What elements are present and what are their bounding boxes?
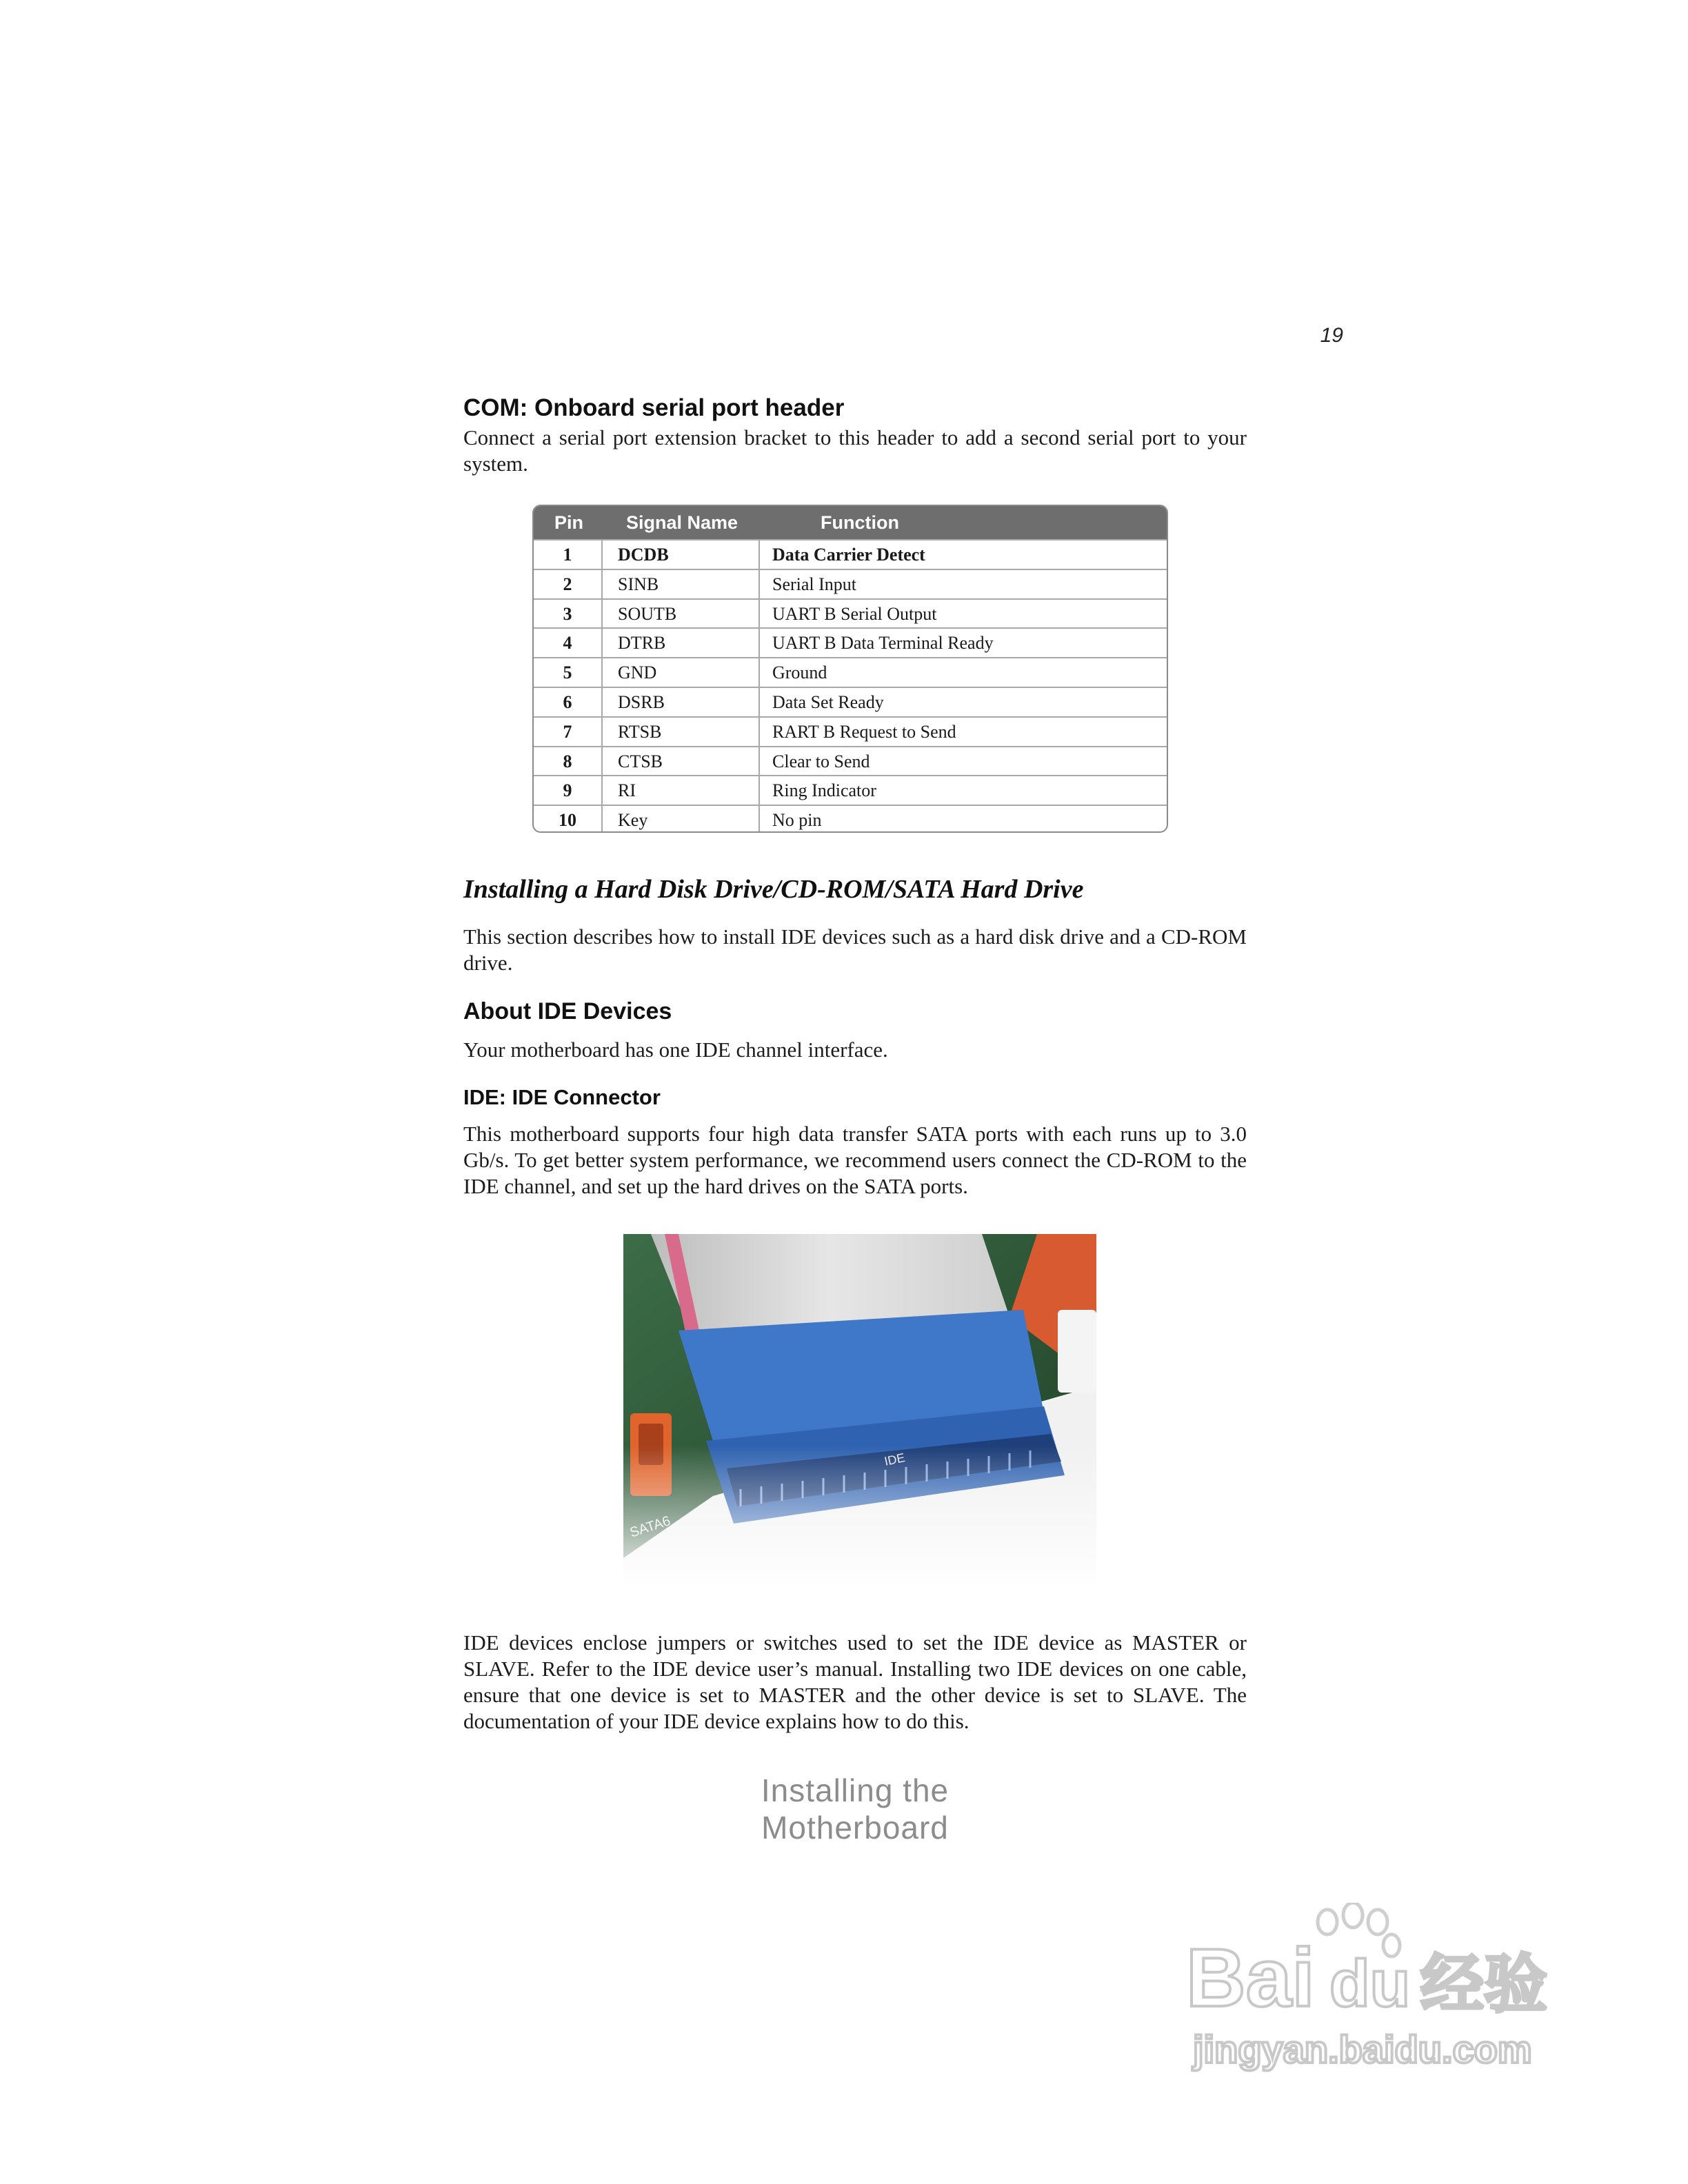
watermark-brand-du: du (1329, 1947, 1411, 2021)
install-paragraph: This section describes how to install IDE devices such as a hard disk drive and a CD-ROM drive. (463, 924, 1247, 975)
ide-connector-heading: IDE: IDE Connector (463, 1085, 661, 1109)
footer-title: Installing the Motherboard (761, 1772, 950, 1846)
function-cell: UART B Serial Output (772, 603, 937, 624)
table-row (534, 657, 1167, 687)
function-cell: Data Carrier Detect (772, 545, 925, 565)
com-heading: COM: Onboard serial port header (463, 394, 845, 421)
table-row (534, 569, 1167, 598)
signal-cell: DSRB (618, 691, 665, 712)
table-row (534, 598, 1167, 628)
pin-cell: 3 (563, 603, 572, 624)
function-cell: Ring Indicator (772, 780, 876, 801)
table-row (534, 539, 1167, 569)
signal-cell: CTSB (618, 751, 663, 771)
function-cell: Serial Input (772, 574, 857, 594)
com-paragraph: Connect a serial port extension bracket to this header to add a second serial port to your system. (463, 425, 1247, 476)
function-cell: Clear to Send (772, 751, 870, 771)
header-signal-name: Signal Name (626, 512, 738, 533)
watermark-cn: 经验 (1420, 1948, 1548, 2021)
table-row (534, 716, 1167, 746)
table-row (534, 746, 1167, 776)
page-number: 19 (1320, 324, 1343, 347)
watermark-brand: Bai (1186, 1932, 1315, 2024)
signal-cell: GND (618, 663, 657, 683)
about-ide-heading: About IDE Devices (463, 998, 672, 1024)
function-cell: Data Set Ready (772, 691, 884, 712)
signal-cell: DCDB (618, 545, 669, 565)
pin-cell: 10 (559, 810, 576, 831)
signal-cell: RTSB (618, 721, 662, 742)
pin-table (532, 505, 1168, 833)
pin-cell: 7 (563, 721, 572, 742)
baidu-jingyan-watermark (1172, 1903, 1586, 2082)
function-cell: Ground (772, 663, 827, 683)
ide-devices-paragraph: IDE devices enclose jumpers or switches used to set the IDE device as MASTER or SLAVE. Refer to the IDE device user’s manual. Installing two IDE devices on one cable, ensure that one device is set to MASTER and the other device is set to SLAVE. The documentation of your IDE device explains how to do this. (463, 1630, 1247, 1733)
watermark-url: jingyan.baidu.com (1193, 2028, 1532, 2071)
pin-cell: 9 (563, 780, 572, 801)
table-row (534, 687, 1167, 716)
pin-cell: 1 (563, 545, 572, 565)
pin-cell: 5 (563, 663, 572, 683)
function-cell: No pin (772, 810, 822, 831)
function-cell: UART B Data Terminal Ready (772, 633, 994, 654)
signal-cell: DTRB (618, 633, 666, 654)
table-row (534, 775, 1167, 805)
ide-connector-photo (623, 1234, 1096, 1587)
header-pin: Pin (554, 512, 584, 533)
pin-table-header (534, 506, 1167, 539)
install-heading: Installing a Hard Disk Drive/CD-ROM/SATA Hard Drive (463, 875, 1084, 904)
ide-connector-paragraph: This motherboard supports four high data transfer SATA ports with each runs up to 3.0 Gb/s. To get better system performance, we recommend users connect the CD-ROM to the IDE channel, and set up the hard drives on the SATA ports. (463, 1122, 1247, 1198)
signal-cell: Key (618, 810, 648, 831)
table-row (534, 805, 1167, 833)
signal-cell: RI (618, 780, 636, 801)
signal-cell: SINB (618, 574, 659, 594)
pin-cell: 8 (563, 751, 572, 771)
pin-cell: 6 (563, 691, 572, 712)
pin-cell: 4 (563, 633, 572, 654)
table-row (534, 627, 1167, 657)
about-ide-paragraph: Your motherboard has one IDE channel interface. (463, 1038, 888, 1062)
function-cell: RART B Request to Send (772, 721, 956, 742)
signal-cell: SOUTB (618, 603, 677, 624)
header-function: Function (821, 512, 899, 533)
pin-cell: 2 (563, 574, 572, 594)
